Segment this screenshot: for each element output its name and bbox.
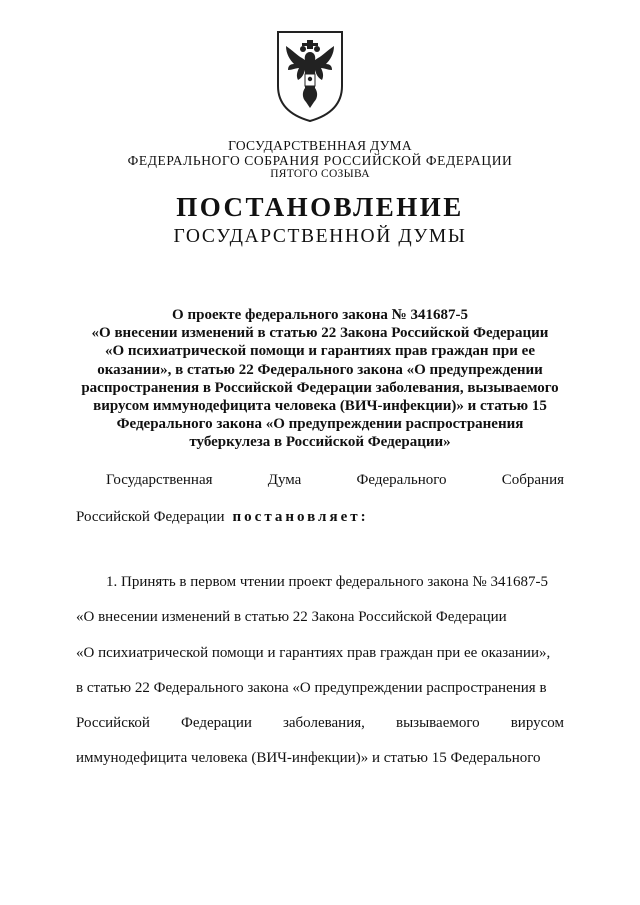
header-line-1: ГОСУДАРСТВЕННАЯ ДУМА xyxy=(228,138,412,153)
subject-block xyxy=(60,306,580,452)
resolution-body xyxy=(76,573,564,785)
body-word: Федерации xyxy=(181,715,252,732)
document-subtitle: ГОСУДАРСТВЕННОЙ ДУМЫ xyxy=(173,226,467,247)
header-line-2: ФЕДЕРАЛЬНОГО СОБРАНИЯ РОССИЙСКОЙ ФЕДЕРАЦИИ xyxy=(127,153,513,168)
body-line-justified xyxy=(76,714,564,749)
subject-line: вирусом иммунодефицита человека (ВИЧ-инфекции)» и статью 15 xyxy=(93,398,547,415)
body-word: Российской xyxy=(76,715,150,732)
preamble-word: Дума xyxy=(267,472,302,488)
preamble-word: Федерального xyxy=(356,472,447,488)
subject-line: О проекте федерального закона № 341687-5 xyxy=(172,307,468,323)
state-emblem-icon xyxy=(272,28,348,124)
preamble-word: Государственная xyxy=(106,472,213,488)
body-line: «О психиатрической помощи и гарантиях прав граждан при ее оказании», xyxy=(76,644,551,661)
body-line: 1. Принять в первом чтении проект федерального закона № 341687-5 xyxy=(106,574,548,590)
body-word: вирусом xyxy=(510,715,564,732)
body-word: вызываемого xyxy=(395,715,480,732)
body-line: иммунодефицита человека (ВИЧ-инфекции)» и статью 15 Федерального xyxy=(76,750,541,767)
preamble-text: Российской Федерации xyxy=(76,509,225,525)
body-line: в статью 22 Федерального закона «О предупреждении распространения в xyxy=(76,679,547,696)
preamble-line-1 xyxy=(76,472,564,489)
document-title: ПОСТАНОВЛЕНИЕ xyxy=(176,192,464,222)
subject-line: «О психиатрической помощи и гарантиях прав граждан при ее xyxy=(105,343,535,360)
subject-line: туберкулеза в Российской Федерации» xyxy=(189,434,451,451)
body-line: «О внесении изменений в статью 22 Закона Российской Федерации xyxy=(76,609,507,626)
subject-line: распространения в Российской Федерации заболевания, вызываемого xyxy=(81,379,559,396)
subject-line: Федерального закона «О предупреждении распространения xyxy=(116,416,524,433)
decree-word: постановляет: xyxy=(232,509,369,525)
subject-line: оказании», в статью 22 Федерального закона «О предупреждении xyxy=(97,361,543,378)
subject-line: «О внесении изменений в статью 22 Закона Российской Федерации xyxy=(91,325,549,342)
body-word: заболевания, xyxy=(282,715,365,732)
header-line-3: ПЯТОГО СОЗЫВА xyxy=(270,168,370,180)
preamble-line-2 xyxy=(76,509,564,526)
preamble-word: Собрания xyxy=(501,472,564,488)
